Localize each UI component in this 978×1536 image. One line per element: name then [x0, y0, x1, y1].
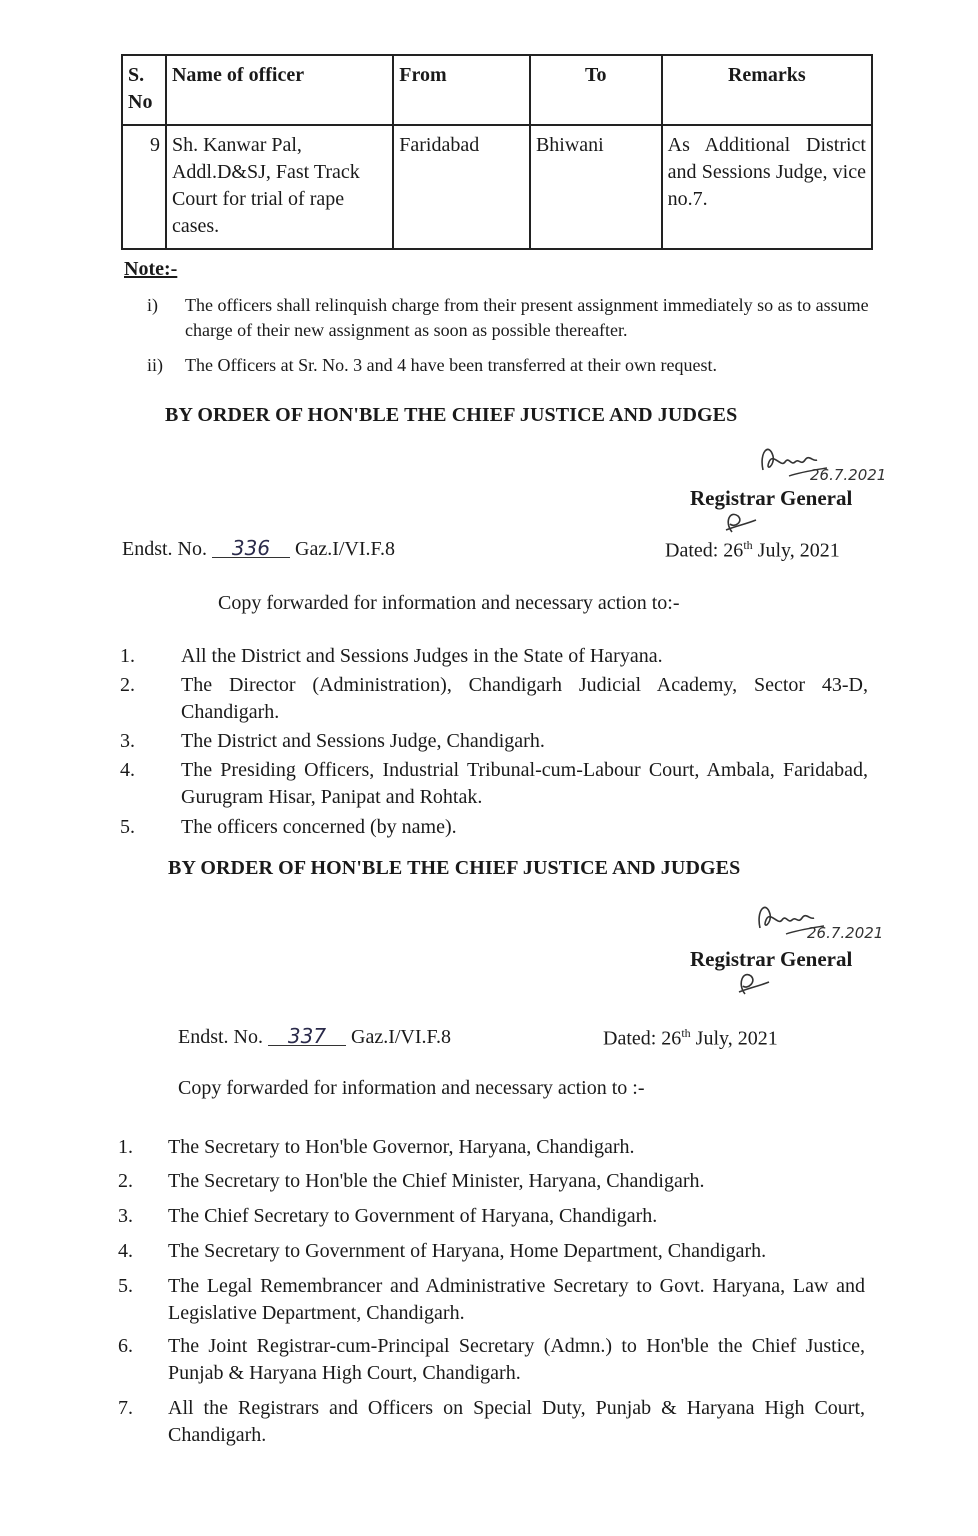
signature-date: 26.7.2021 [807, 924, 884, 942]
signature-1 [755, 432, 905, 492]
list-item [118, 1333, 878, 1389]
note-item-2 [147, 353, 877, 383]
list-item-number: 3. [120, 730, 135, 752]
list-item-text: The Secretary to Government of Haryana, Home Department, Chandigarh. [168, 1240, 767, 1262]
list-item [118, 1168, 878, 1196]
list-item-number: 6. [118, 1335, 133, 1357]
endorsement-prefix: Endst. No. [178, 1026, 263, 1048]
order-heading-2: BY ORDER OF HON'BLE THE CHIEF JUSTICE AND JUDGES [168, 857, 741, 879]
dated-rest: July, 2021 [752, 539, 840, 562]
list-item [120, 757, 880, 813]
header-sno: S. No [122, 55, 166, 125]
dated-rest: July, 2021 [690, 1027, 778, 1050]
header-name: Name of officer [166, 55, 393, 125]
registrar-general-1: Registrar General [690, 486, 853, 510]
cell-from: Faridabad [393, 125, 530, 249]
dated-label: Dated: 26 [665, 539, 744, 562]
list-item-text: The Joint Registrar-cum-Principal Secretary (Admn.) to Hon'ble the Chief Justice, Punjab & Haryana High Court, Chandigarh. [168, 1335, 865, 1384]
header-from: From [393, 55, 530, 125]
signature-2 [752, 890, 902, 950]
list-item-text: The District and Sessions Judge, Chandigarh. [181, 730, 545, 752]
initials-1 [720, 508, 760, 538]
note-item-text: The officers shall relinquish charge from their present assignment immediately so as to assume charge of their new assignment as soon as possible thereafter. [185, 295, 869, 340]
dated-2 [603, 1026, 778, 1051]
transfer-table [121, 54, 873, 250]
list-item-number: 3. [118, 1205, 133, 1227]
dated-sup: th [681, 1026, 691, 1040]
list-item-text: The Chief Secretary to Government of Haryana, Chandigarh. [168, 1205, 658, 1227]
list-item-number: 2. [118, 1170, 133, 1192]
list-item [120, 814, 880, 842]
copy-forwarded-1: Copy forwarded for information and necessary action to:- [218, 592, 680, 614]
header-to: To [530, 55, 662, 125]
cell-remarks: As Additional District and Sessions Judge, vice no.7. [662, 125, 872, 249]
note-item-number: ii) [147, 355, 163, 375]
list-item [118, 1273, 878, 1329]
list-item [118, 1238, 878, 1266]
cell-sno: 9 [122, 125, 166, 249]
list-item-text: The Presiding Officers, Industrial Tribunal-cum-Labour Court, Ambala, Faridabad, Gurugram Hisar, Panipat and Rohtak. [181, 759, 868, 808]
list-item-number: 1. [118, 1136, 133, 1158]
list-item-number: 4. [120, 759, 135, 781]
note-item-number: i) [147, 295, 158, 315]
note-label: Note:- [124, 258, 178, 280]
list-item-text: The Director (Administration), Chandigarh Judicial Academy, Sector 43-D, Chandigarh. [181, 674, 868, 723]
header-remarks: Remarks [662, 55, 872, 125]
endorsement-number: 336 [212, 539, 290, 558]
list-item-number: 4. [118, 1240, 133, 1262]
endorsement-prefix: Endst. No. [122, 538, 207, 560]
signature-date: 26.7.2021 [810, 466, 887, 484]
list-item-text: The Secretary to Hon'ble the Chief Minister, Haryana, Chandigarh. [168, 1170, 705, 1192]
list-item-text: The Legal Remembrancer and Administrative Secretary to Govt. Haryana, Law and Legislative Department, Chandigarh. [168, 1275, 865, 1324]
endorsement-suffix: Gaz.I/VI.F.8 [295, 538, 396, 560]
registrar-general-2: Registrar General [690, 947, 853, 971]
note-item-1 [147, 293, 877, 353]
initials-2 [733, 968, 773, 1000]
dated-sup: th [743, 538, 753, 552]
order-heading-1: BY ORDER OF HON'BLE THE CHIEF JUSTICE AND JUDGES [165, 404, 738, 426]
list-item [118, 1395, 878, 1451]
list-item [120, 643, 880, 671]
copy-forwarded-2: Copy forwarded for information and necessary action to :- [178, 1077, 645, 1099]
table-header-row [122, 55, 872, 125]
cell-to: Bhiwani [530, 125, 662, 249]
endorsement-number: 337 [268, 1027, 346, 1046]
table-row [122, 125, 872, 249]
list-item-number: 2. [120, 674, 135, 696]
list-item-number: 1. [120, 645, 135, 667]
list-item-number: 7. [118, 1397, 133, 1419]
list-item [120, 672, 880, 728]
list-item-text: All the Registrars and Officers on Special Duty, Punjab & Haryana High Court, Chandigarh. [168, 1397, 865, 1446]
list-item [120, 728, 880, 756]
endorsement-line-1 [122, 538, 395, 561]
dated-1 [665, 538, 840, 563]
list-item-number: 5. [120, 816, 135, 838]
list-item-text: The officers concerned (by name). [181, 816, 457, 838]
note-item-text: The Officers at Sr. No. 3 and 4 have been transferred at their own request. [185, 355, 717, 375]
list-item-number: 5. [118, 1275, 133, 1297]
endorsement-suffix: Gaz.I/VI.F.8 [351, 1026, 452, 1048]
list-item [118, 1134, 878, 1162]
endorsement-line-2 [178, 1026, 451, 1049]
cell-name: Sh. Kanwar Pal, Addl.D&SJ, Fast Track Court for trial of rape cases. [166, 125, 393, 249]
list-item-text: All the District and Sessions Judges in the State of Haryana. [181, 645, 663, 667]
list-item [118, 1203, 878, 1231]
list-item-text: The Secretary to Hon'ble Governor, Haryana, Chandigarh. [168, 1136, 635, 1158]
dated-label: Dated: 26 [603, 1027, 682, 1050]
